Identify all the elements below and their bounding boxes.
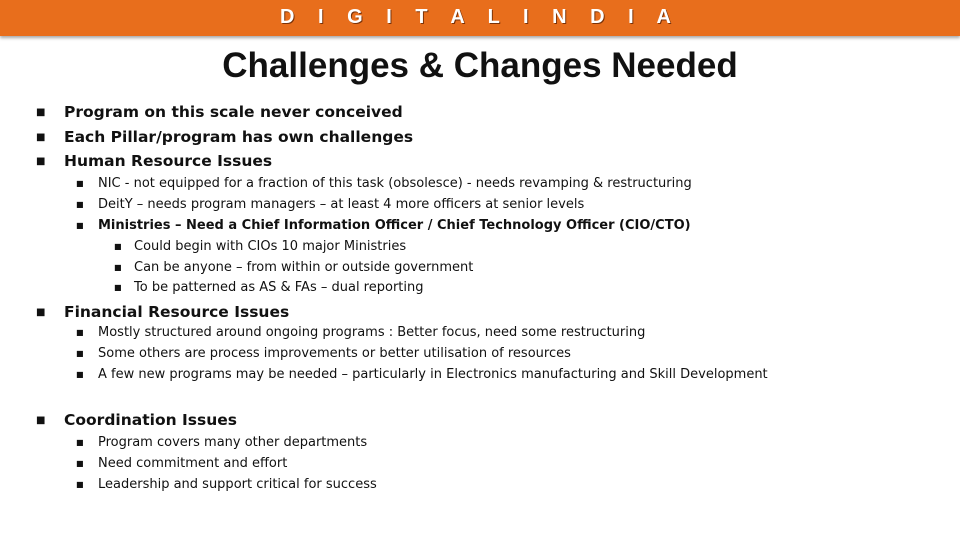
bullet-text: A few new programs may be needed – particularly in Electronics manufacturing and Skill Development: [98, 367, 768, 382]
bullet-text: Some others are process improvements or better utilisation of resources: [98, 346, 571, 361]
bullet-icon: ■: [76, 179, 84, 188]
bullet-icon: ■: [36, 307, 46, 318]
bullet-icon: ■: [76, 221, 84, 230]
bullet-icon: ■: [114, 283, 122, 292]
bullet-text: Program on this scale never conceived: [64, 103, 403, 121]
bullet-icon: ■: [76, 328, 84, 337]
bullet-icon: ■: [76, 200, 84, 209]
bullet-text: NIC - not equipped for a fraction of this task (obsolesce) - needs revamping & restructuring: [98, 176, 692, 191]
bullet-icon: ■: [36, 415, 46, 426]
bullet-icon: ■: [76, 438, 84, 447]
bullet-icon: ■: [36, 107, 46, 118]
slide-title: Challenges & Changes Needed: [222, 46, 738, 85]
bullet-text: Program covers many other departments: [98, 435, 368, 450]
bullet-text: Can be anyone – from within or outside government: [134, 260, 474, 275]
bullet-icon: ■: [114, 263, 122, 272]
bullet-text: Need commitment and effort: [98, 456, 288, 471]
bullet-text: DeitY – needs program managers – at least 4 more officers at senior levels: [98, 197, 585, 212]
bullet-text: Leadership and support critical for success: [98, 477, 377, 492]
bullet-icon: ■: [36, 132, 46, 143]
bullet-icon: ■: [114, 242, 122, 251]
bullet-text: To be patterned as AS & FAs – dual reporting: [134, 280, 424, 295]
bullet-icon: ■: [36, 156, 46, 167]
banner-title: D I G I T A L I N D I A: [280, 6, 680, 28]
bullet-icon: ■: [76, 459, 84, 468]
bullet-icon: ■: [76, 480, 84, 489]
bullet-text: Mostly structured around ongoing programs : Better focus, need some restructuring: [98, 325, 646, 340]
bullet-text: Human Resource Issues: [64, 152, 273, 170]
bullet-text: Ministries – Need a Chief Information Officer / Chief Technology Officer (CIO/CTO): [98, 218, 691, 233]
bullet-text: Financial Resource Issues: [64, 303, 290, 321]
bullet-icon: ■: [76, 370, 84, 379]
bullet-text: Each Pillar/program has own challenges: [64, 128, 414, 146]
bullet-icon: ■: [76, 349, 84, 358]
bullet-text: Could begin with CIOs 10 major Ministries: [134, 239, 407, 254]
bullet-text: Coordination Issues: [64, 411, 238, 429]
